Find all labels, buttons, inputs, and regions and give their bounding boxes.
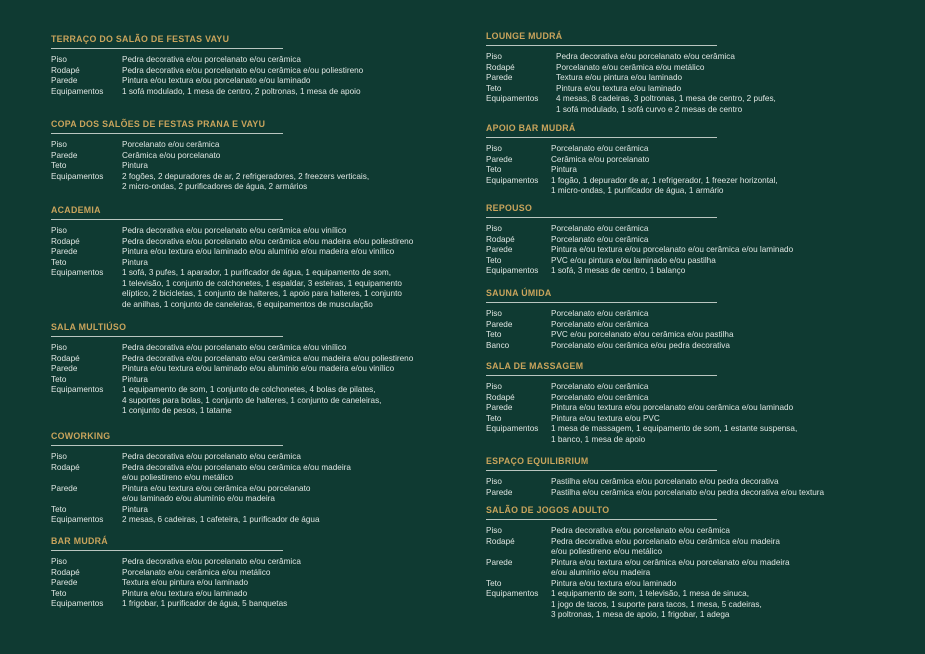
spec-row [51,463,461,484]
spec-row [51,589,461,600]
spec-label: Teto [486,413,502,423]
spec-row [51,578,461,589]
section-divider [51,219,283,220]
spec-label: Equipamentos [486,175,539,185]
spec-value: Porcelanato e/ou cerâmica [551,224,649,233]
spec-value: PVC e/ou pintura e/ou laminado e/ou pastilha [551,255,716,265]
spec-label: Parede [51,578,78,587]
spec-row [486,403,911,414]
spec-label: Parede [486,245,513,254]
spec-value: Pedra decorativa e/ou porcelanato e/ou cerâmica e/ou madeira e/ou poliestireno [122,236,414,246]
spec-row [51,268,461,310]
spec-value: Pedra decorativa e/ou porcelanato e/ou cerâmica e/ou vinílico [122,343,347,352]
section-divider [486,302,717,303]
spec-value: Pastilha e/ou cerâmica e/ou porcelanato e/ou pedra decorativa e/ou textura [551,487,825,497]
spec-row [51,140,461,151]
spec-value: Porcelanato e/ou cerâmica e/ou metálico [556,62,705,72]
spec-label: Rodapé [51,65,80,75]
spec-label: Teto [486,255,502,265]
spec-row [51,66,461,77]
spec-value: Pedra decorativa e/ou porcelanato e/ou cerâmica e/ou poliestireno [122,65,364,75]
section-title: LOUNGE MUDRÁ [486,31,563,41]
spec-value: Pintura e/ou textura e/ou porcelanato e/ou laminado [122,76,311,85]
spec-value: PVC e/ou porcelanato e/ou cerâmica e/ou pastilha [551,330,734,339]
spec-row [51,385,461,417]
spec-value: Pintura e/ou textura e/ou laminado e/ou alumínio e/ou madeira e/ou vinílico [122,247,395,256]
spec-value: 2 fogões, 2 depuradores de ar, 2 refrigeradores, 2 freezers verticais, 2 micro-ondas, 2 purificadores de água, 2 armários [122,171,370,191]
spec-value: Cerâmica e/ou porcelanato [122,150,221,160]
spec-row [51,557,461,568]
spec-value: Pintura e/ou textura e/ou laminado e/ou alumínio e/ou madeira e/ou vinílico [122,364,395,373]
spec-label: Banco [486,340,510,350]
spec-row [486,330,911,341]
spec-value: Pedra decorativa e/ou porcelanato e/ou cerâmica [122,452,301,461]
spec-label: Equipamentos [486,424,539,433]
spec-row [486,245,911,256]
spec-label: Piso [486,526,502,535]
section-title: ESPAÇO EQUILIBRIUM [486,456,589,466]
section-terraco-do-salao-de-festas-vayu [51,34,461,97]
section-title: COPA DOS SALÕES DE FESTAS PRANA E VAYU [51,119,266,129]
spec-label: Teto [486,578,502,588]
spec-label: Teto [51,504,67,514]
section-divider [51,48,283,49]
spec-value: Porcelanato e/ou cerâmica e/ou pedra decorativa [551,340,730,350]
spec-row [51,343,461,354]
section-divider [486,217,717,218]
spec-value: Textura e/ou pintura e/ou laminado [122,578,249,587]
spec-value: 1 sofá, 3 mesas de centro, 1 balanço [551,266,686,275]
spec-row [486,256,911,267]
section-coworking [51,431,461,526]
spec-row [486,424,911,445]
spec-value: 1 equipamento de som, 1 conjunto de colchonetes, 4 bolas de pilates, 4 suportes para bolas, 1 conjunto de halteres, 1 conjunto de caneleiras, 1 conjunto de pesos, 1 tatame [122,385,382,415]
spec-value: Porcelanato e/ou cerâmica [551,382,649,391]
spec-value: Pintura e/ou textura e/ou cerâmica e/ou porcelanato e/ou madeira e/ou alumínio e/ou madeira [551,557,790,577]
spec-row [51,515,461,526]
spec-label: Teto [486,330,502,339]
spec-label: Equipamentos [51,385,104,394]
section-divider [486,45,717,46]
spec-label: Teto [486,165,502,174]
spec-row [51,161,461,172]
spec-value: Porcelanato e/ou cerâmica [551,234,649,244]
spec-value: 1 sofá modulado, 1 mesa de centro, 2 poltronas, 1 mesa de apoio [122,86,361,96]
spec-row [486,382,911,393]
spec-label: Piso [486,144,502,153]
spec-value: Pintura [122,504,148,514]
spec-value: Porcelanato e/ou cerâmica [551,319,649,329]
spec-label: Parede [51,76,78,85]
spec-row [486,393,911,404]
spec-value: 1 sofá, 3 pufes, 1 aparador, 1 purificador de água, 1 equipamento de som, 1 televisão, 1 conjunto de colchonetes, 1 espaldar, 3 esteiras, 1 equipamento elíptico, 2 bicicletas, 1 conjunto de halteres, 1 apoio para halteres, 1 conjunto de anilhas, 1 conjunto de caneleiras, 6 equipamentos de musculação [122,268,402,309]
section-sala-de-massagem [486,361,911,445]
spec-value: 1 frigobar, 1 purificador de água, 5 banquetas [122,599,288,608]
spec-row [51,568,461,579]
section-bar-mudra [51,536,461,610]
spec-label: Equipamentos [51,268,104,277]
spec-label: Piso [51,55,67,64]
spec-row [486,477,911,488]
spec-row [51,76,461,87]
spec-label: Rodapé [51,353,80,363]
spec-value: Pedra decorativa e/ou porcelanato e/ou cerâmica [122,55,301,64]
spec-value: Pintura e/ou textura e/ou PVC [551,413,660,423]
spec-value: Pedra decorativa e/ou porcelanato e/ou cerâmica e/ou madeira e/ou poliestireno e/ou metálico [122,462,351,482]
section-divider [486,137,717,138]
spec-value: Pastilha e/ou cerâmica e/ou porcelanato e/ou pedra decorativa [551,477,779,486]
spec-row [51,55,461,66]
spec-row [486,488,911,499]
spec-value: Porcelanato e/ou cerâmica e/ou metálico [122,567,271,577]
spec-row [51,599,461,610]
spec-label: Piso [486,309,502,318]
spec-label: Parede [51,150,78,160]
spec-value: Pedra decorativa e/ou porcelanato e/ou cerâmica [556,52,735,61]
spec-value: 1 fogão, 1 depurador de ar, 1 refrigerador, 1 freezer horizontal, 1 micro-ondas, 1 purificador de água, 1 armário [551,175,778,195]
section-title: REPOUSO [486,203,533,213]
spec-row [486,526,911,537]
spec-label: Parede [486,154,513,164]
spec-value: 1 mesa de massagem, 1 equipamento de som, 1 estante suspensa, 1 banco, 1 mesa de apoio [551,424,798,444]
section-title: SALA MULTIÚSO [51,322,127,332]
section-divider [486,519,717,520]
spec-row [486,94,911,115]
spec-value: Porcelanato e/ou cerâmica [551,309,649,318]
spec-value: Pedra decorativa e/ou porcelanato e/ou cerâmica [551,526,730,535]
section-espaco-equilibrium [486,456,911,498]
spec-value: 1 equipamento de som, 1 televisão, 1 mesa de sinuca, 1 jogo de tacos, 1 suporte para tacos, 1 mesa, 5 cadeiras, 3 poltronas, 1 mesa de apoio, 1 frigobar, 1 adega [551,589,762,619]
spec-row [51,151,461,162]
section-repouso [486,203,911,277]
section-title: SALÃO DE JOGOS ADULTO [486,505,610,515]
section-divider [51,550,283,551]
spec-row [486,52,911,63]
spec-label: Equipamentos [486,266,539,275]
spec-value: Pintura e/ou textura e/ou cerâmica e/ou porcelanato e/ou laminado e/ou alumínio e/ou madeira [122,483,311,503]
spec-label: Rodapé [51,567,80,577]
spec-row [51,172,461,193]
spec-label: Equipamentos [51,171,104,181]
spec-row [486,144,911,155]
spec-label: Parede [51,364,78,373]
spec-value: Textura e/ou pintura e/ou laminado [556,73,683,82]
spec-label: Parede [486,487,513,497]
spec-label: Teto [51,588,67,598]
section-title: BAR MUDRÁ [51,536,108,546]
spec-value: Pintura [122,161,148,170]
spec-row [486,266,911,277]
spec-value: Pedra decorativa e/ou porcelanato e/ou cerâmica [122,557,301,566]
spec-label: Rodapé [51,462,80,472]
spec-label: Equipamentos [51,515,104,524]
spec-row [486,320,911,331]
section-title: ACADEMIA [51,205,101,215]
section-divider [51,133,283,134]
spec-row [486,309,911,320]
spec-value: Cerâmica e/ou porcelanato [551,154,650,164]
section-lounge-mudra [486,31,911,115]
spec-row [486,63,911,74]
spec-label: Teto [51,161,67,170]
spec-value: Pintura e/ou textura e/ou laminado [122,588,248,598]
spec-row [486,589,911,621]
section-divider [51,445,283,446]
spec-row [51,87,461,98]
spec-value: 4 mesas, 8 cadeiras, 3 poltronas, 1 mesa de centro, 2 pufes, 1 sofá modulado, 1 sofá curvo e 2 mesas de centro [556,94,776,114]
spec-value: Pintura e/ou textura e/ou laminado [556,83,682,93]
section-sala-multiuso [51,322,461,417]
section-divider [486,470,717,471]
spec-row [486,84,911,95]
section-title: TERRAÇO DO SALÃO DE FESTAS VAYU [51,34,230,44]
spec-label: Equipamentos [486,589,539,598]
section-title: COWORKING [51,431,111,441]
spec-label: Rodapé [486,392,515,402]
spec-label: Piso [51,343,67,352]
spec-row [486,579,911,590]
spec-row [51,452,461,463]
spec-row [486,176,911,197]
spec-row [51,484,461,505]
section-sauna-umida [486,288,911,351]
spec-label: Equipamentos [51,599,104,608]
spec-value: Porcelanato e/ou cerâmica [551,144,649,153]
spec-label: Piso [51,226,67,235]
spec-label: Parede [486,557,513,567]
section-divider [51,336,283,337]
spec-value: Pedra decorativa e/ou porcelanato e/ou cerâmica e/ou madeira e/ou poliestireno [122,353,414,363]
spec-row [486,155,911,166]
spec-value: 2 mesas, 6 cadeiras, 1 cafeteira, 1 purificador de água [122,515,320,524]
spec-label: Rodapé [486,536,515,546]
section-title: APOIO BAR MUDRÁ [486,123,576,133]
spec-value: Pintura [551,165,577,174]
section-divider [486,375,717,376]
spec-label: Piso [486,224,502,233]
spec-label: Rodapé [486,62,515,72]
section-apoio-bar-mudra [486,123,911,197]
spec-value: Pedra decorativa e/ou porcelanato e/ou cerâmica e/ou madeira e/ou poliestireno e/ou metálico [551,536,780,556]
spec-label: Piso [486,382,502,391]
spec-value: Pintura e/ou textura e/ou porcelanato e/ou cerâmica e/ou laminado [551,403,794,412]
spec-value: Pintura [122,374,148,384]
spec-label: Rodapé [51,236,80,246]
spec-label: Parede [486,73,513,82]
spec-label: Teto [51,257,67,267]
spec-row [51,226,461,237]
section-title: SALA DE MASSAGEM [486,361,584,371]
section-copa-dos-saloes-de-festas-prana-e-vayu [51,119,461,193]
spec-row [51,364,461,375]
spec-value: Pintura e/ou textura e/ou porcelanato e/ou cerâmica e/ou laminado [551,245,794,254]
spec-label: Rodapé [486,234,515,244]
spec-row [51,375,461,386]
spec-label: Piso [486,52,502,61]
spec-label: Piso [51,452,67,461]
spec-row [486,235,911,246]
spec-label: Parede [486,319,513,329]
spec-row [486,537,911,558]
spec-label: Piso [51,557,67,566]
spec-row [486,414,911,425]
section-academia [51,205,461,310]
spec-label: Parede [486,403,513,412]
spec-row [486,73,911,84]
section-salao-de-jogos-adulto [486,505,911,621]
spec-label: Equipamentos [486,94,539,103]
spec-value: Pintura e/ou textura e/ou laminado [551,578,677,588]
spec-row [51,247,461,258]
spec-value: Porcelanato e/ou cerâmica [551,392,649,402]
spec-row [51,505,461,516]
spec-row [486,341,911,352]
spec-row [51,237,461,248]
spec-row [486,558,911,579]
spec-label: Parede [51,247,78,256]
spec-value: Pintura [122,257,148,267]
spec-row [486,224,911,235]
spec-label: Piso [486,477,502,486]
spec-value: Porcelanato e/ou cerâmica [122,140,220,149]
spec-label: Parede [51,483,78,493]
spec-row [486,165,911,176]
section-title: SAUNA ÚMIDA [486,288,552,298]
spec-label: Teto [486,83,502,93]
spec-row [51,258,461,269]
spec-row [51,354,461,365]
spec-label: Piso [51,140,67,149]
spec-label: Teto [51,374,67,384]
spec-value: Pedra decorativa e/ou porcelanato e/ou cerâmica e/ou vinílico [122,226,347,235]
spec-label: Equipamentos [51,86,104,96]
